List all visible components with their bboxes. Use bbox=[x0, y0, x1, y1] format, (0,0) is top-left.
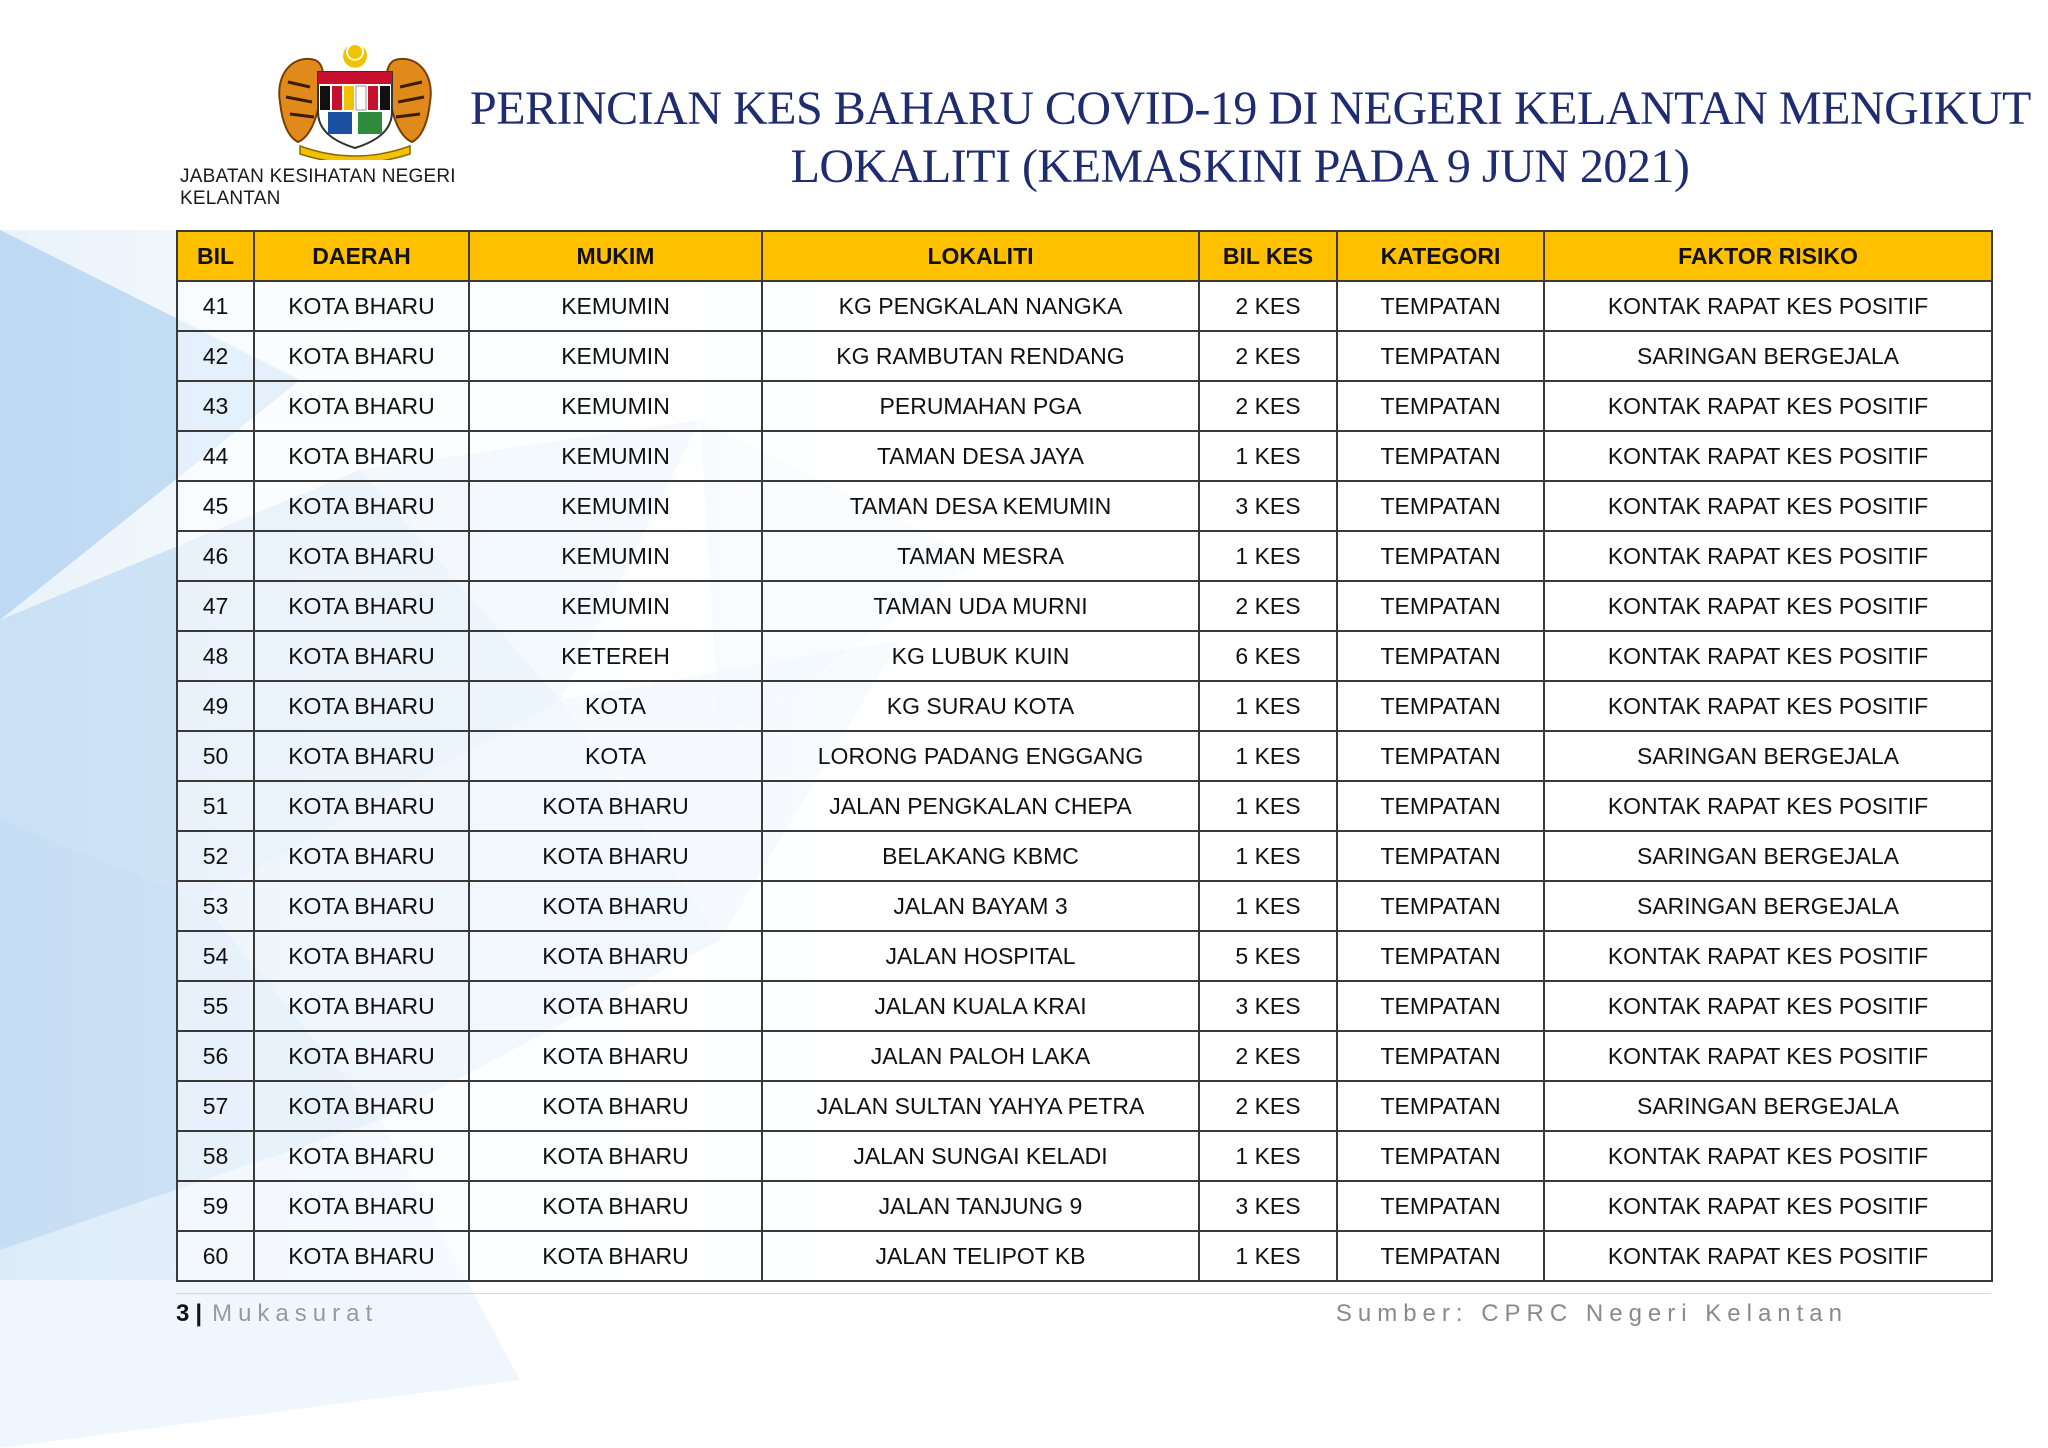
cell-bil-kes: 6 KES bbox=[1199, 631, 1337, 681]
title-line-1: PERINCIAN KES BAHARU COVID-19 DI NEGERI KELANTAN MENGIKUT bbox=[470, 82, 2031, 135]
cell-bil-kes: 1 KES bbox=[1199, 831, 1337, 881]
cell-bil-kes: 2 KES bbox=[1199, 381, 1337, 431]
cell-faktor-risiko: KONTAK RAPAT KES POSITIF bbox=[1544, 1031, 1992, 1081]
malaysia-coat-of-arms-icon bbox=[270, 42, 440, 160]
cell-faktor-risiko: KONTAK RAPAT KES POSITIF bbox=[1544, 581, 1992, 631]
cell-kategori: TEMPATAN bbox=[1337, 431, 1544, 481]
cell-kategori: TEMPATAN bbox=[1337, 1231, 1544, 1281]
cell-faktor-risiko: KONTAK RAPAT KES POSITIF bbox=[1544, 981, 1992, 1031]
cell-lokaliti: BELAKANG KBMC bbox=[762, 831, 1199, 881]
table-header-row bbox=[177, 231, 1992, 281]
column-header-kategori: KATEGORI bbox=[1337, 231, 1544, 281]
table-row bbox=[177, 731, 1992, 781]
footer-divider bbox=[176, 1293, 1991, 1294]
cell-bil: 58 bbox=[177, 1131, 254, 1181]
cell-daerah: KOTA BHARU bbox=[254, 1131, 469, 1181]
cell-bil-kes: 5 KES bbox=[1199, 931, 1337, 981]
cell-mukim: KEMUMIN bbox=[469, 581, 762, 631]
cell-bil: 41 bbox=[177, 281, 254, 331]
cell-mukim: KEMUMIN bbox=[469, 381, 762, 431]
cell-kategori: TEMPATAN bbox=[1337, 1131, 1544, 1181]
cell-kategori: TEMPATAN bbox=[1337, 781, 1544, 831]
cell-mukim: KOTA BHARU bbox=[469, 1081, 762, 1131]
cell-bil-kes: 1 KES bbox=[1199, 1231, 1337, 1281]
page-number: 3 bbox=[176, 1300, 190, 1327]
column-header-lokaliti: LOKALITI bbox=[762, 231, 1199, 281]
cell-daerah: KOTA BHARU bbox=[254, 1181, 469, 1231]
cell-kategori: TEMPATAN bbox=[1337, 631, 1544, 681]
cell-faktor-risiko: KONTAK RAPAT KES POSITIF bbox=[1544, 431, 1992, 481]
cell-lokaliti: TAMAN MESRA bbox=[762, 531, 1199, 581]
cell-kategori: TEMPATAN bbox=[1337, 881, 1544, 931]
cell-kategori: TEMPATAN bbox=[1337, 981, 1544, 1031]
cell-lokaliti: JALAN SUNGAI KELADI bbox=[762, 1131, 1199, 1181]
cell-daerah: KOTA BHARU bbox=[254, 731, 469, 781]
cell-lokaliti: TAMAN DESA KEMUMIN bbox=[762, 481, 1199, 531]
cell-faktor-risiko: SARINGAN BERGEJALA bbox=[1544, 331, 1992, 381]
cell-faktor-risiko: KONTAK RAPAT KES POSITIF bbox=[1544, 1181, 1992, 1231]
cell-faktor-risiko: SARINGAN BERGEJALA bbox=[1544, 881, 1992, 931]
cell-bil: 48 bbox=[177, 631, 254, 681]
cases-table-container bbox=[176, 230, 1991, 1282]
cell-bil: 57 bbox=[177, 1081, 254, 1131]
cell-faktor-risiko: KONTAK RAPAT KES POSITIF bbox=[1544, 281, 1992, 331]
source-credit: Sumber: CPRC Negeri Kelantan bbox=[1335, 1300, 1848, 1327]
cell-daerah: KOTA BHARU bbox=[254, 631, 469, 681]
cell-faktor-risiko: KONTAK RAPAT KES POSITIF bbox=[1544, 481, 1992, 531]
cell-faktor-risiko: KONTAK RAPAT KES POSITIF bbox=[1544, 931, 1992, 981]
cell-kategori: TEMPATAN bbox=[1337, 381, 1544, 431]
cell-bil-kes: 1 KES bbox=[1199, 881, 1337, 931]
column-header-mukim: MUKIM bbox=[469, 231, 762, 281]
table-row bbox=[177, 281, 1992, 331]
cell-faktor-risiko: KONTAK RAPAT KES POSITIF bbox=[1544, 681, 1992, 731]
column-header-bil-kes: BIL KES bbox=[1199, 231, 1337, 281]
cell-mukim: KOTA BHARU bbox=[469, 981, 762, 1031]
cell-bil: 60 bbox=[177, 1231, 254, 1281]
cell-kategori: TEMPATAN bbox=[1337, 331, 1544, 381]
cell-mukim: KETEREH bbox=[469, 631, 762, 681]
cell-mukim: KOTA BHARU bbox=[469, 1131, 762, 1181]
cell-mukim: KEMUMIN bbox=[469, 431, 762, 481]
table-row bbox=[177, 481, 1992, 531]
cell-mukim: KOTA bbox=[469, 681, 762, 731]
table-row bbox=[177, 1181, 1992, 1231]
cell-bil: 53 bbox=[177, 881, 254, 931]
table-row bbox=[177, 431, 1992, 481]
cell-daerah: KOTA BHARU bbox=[254, 681, 469, 731]
cell-lokaliti: JALAN PALOH LAKA bbox=[762, 1031, 1199, 1081]
cell-lokaliti: JALAN SULTAN YAHYA PETRA bbox=[762, 1081, 1199, 1131]
cell-bil-kes: 2 KES bbox=[1199, 1081, 1337, 1131]
page-label: Mukasurat bbox=[212, 1300, 379, 1327]
cell-bil-kes: 1 KES bbox=[1199, 1131, 1337, 1181]
table-row bbox=[177, 1131, 1992, 1181]
cell-bil: 52 bbox=[177, 831, 254, 881]
cell-bil: 50 bbox=[177, 731, 254, 781]
table-row bbox=[177, 831, 1992, 881]
cell-bil-kes: 2 KES bbox=[1199, 581, 1337, 631]
cell-lokaliti: TAMAN DESA JAYA bbox=[762, 431, 1199, 481]
cell-bil-kes: 2 KES bbox=[1199, 331, 1337, 381]
cell-lokaliti: KG LUBUK KUIN bbox=[762, 631, 1199, 681]
title-line-2: LOKALITI (KEMASKINI PADA 9 JUN 2021) bbox=[790, 140, 1690, 193]
cell-bil: 55 bbox=[177, 981, 254, 1031]
column-header-daerah: DAERAH bbox=[254, 231, 469, 281]
table-row bbox=[177, 331, 1992, 381]
cell-kategori: TEMPATAN bbox=[1337, 481, 1544, 531]
table-row bbox=[177, 931, 1992, 981]
cell-mukim: KEMUMIN bbox=[469, 281, 762, 331]
cell-mukim: KOTA BHARU bbox=[469, 1031, 762, 1081]
cell-kategori: TEMPATAN bbox=[1337, 281, 1544, 331]
cell-bil: 54 bbox=[177, 931, 254, 981]
cell-kategori: TEMPATAN bbox=[1337, 831, 1544, 881]
cell-lokaliti: TAMAN UDA MURNI bbox=[762, 581, 1199, 631]
cell-kategori: TEMPATAN bbox=[1337, 531, 1544, 581]
cell-lokaliti: PERUMAHAN PGA bbox=[762, 381, 1199, 431]
cell-daerah: KOTA BHARU bbox=[254, 1231, 469, 1281]
cell-lokaliti: JALAN HOSPITAL bbox=[762, 931, 1199, 981]
cell-bil: 56 bbox=[177, 1031, 254, 1081]
table-row bbox=[177, 1031, 1992, 1081]
cell-mukim: KEMUMIN bbox=[469, 531, 762, 581]
cell-faktor-risiko: KONTAK RAPAT KES POSITIF bbox=[1544, 781, 1992, 831]
table-row bbox=[177, 781, 1992, 831]
cell-mukim: KOTA BHARU bbox=[469, 831, 762, 881]
cell-daerah: KOTA BHARU bbox=[254, 281, 469, 331]
page-header bbox=[0, 0, 2048, 225]
cell-bil: 46 bbox=[177, 531, 254, 581]
cell-bil: 42 bbox=[177, 331, 254, 381]
column-header-faktor-risiko: FAKTOR RISIKO bbox=[1544, 231, 1992, 281]
cell-daerah: KOTA BHARU bbox=[254, 881, 469, 931]
cell-mukim: KOTA BHARU bbox=[469, 881, 762, 931]
cell-daerah: KOTA BHARU bbox=[254, 831, 469, 881]
cell-mukim: KOTA BHARU bbox=[469, 781, 762, 831]
cell-faktor-risiko: KONTAK RAPAT KES POSITIF bbox=[1544, 631, 1992, 681]
cell-faktor-risiko: KONTAK RAPAT KES POSITIF bbox=[1544, 1131, 1992, 1181]
cell-faktor-risiko: SARINGAN BERGEJALA bbox=[1544, 831, 1992, 881]
cell-daerah: KOTA BHARU bbox=[254, 581, 469, 631]
cell-bil: 59 bbox=[177, 1181, 254, 1231]
cell-bil-kes: 1 KES bbox=[1199, 531, 1337, 581]
cell-kategori: TEMPATAN bbox=[1337, 1081, 1544, 1131]
table-row bbox=[177, 981, 1992, 1031]
cell-bil-kes: 2 KES bbox=[1199, 1031, 1337, 1081]
cell-bil-kes: 3 KES bbox=[1199, 981, 1337, 1031]
cell-lokaliti: JALAN TELIPOT KB bbox=[762, 1231, 1199, 1281]
cell-lokaliti: KG SURAU KOTA bbox=[762, 681, 1199, 731]
cell-kategori: TEMPATAN bbox=[1337, 931, 1544, 981]
cell-kategori: TEMPATAN bbox=[1337, 1031, 1544, 1081]
table-row bbox=[177, 1231, 1992, 1281]
cell-bil: 45 bbox=[177, 481, 254, 531]
cell-bil: 51 bbox=[177, 781, 254, 831]
table-row bbox=[177, 381, 1992, 431]
table-row bbox=[177, 581, 1992, 631]
table-row bbox=[177, 681, 1992, 731]
cell-bil: 47 bbox=[177, 581, 254, 631]
cell-bil: 43 bbox=[177, 381, 254, 431]
cell-kategori: TEMPATAN bbox=[1337, 681, 1544, 731]
cell-mukim: KEMUMIN bbox=[469, 481, 762, 531]
cell-mukim: KOTA BHARU bbox=[469, 931, 762, 981]
footer-separator: | bbox=[195, 1300, 203, 1327]
table-row bbox=[177, 881, 1992, 931]
cell-mukim: KOTA BHARU bbox=[469, 1231, 762, 1281]
cell-bil-kes: 3 KES bbox=[1199, 1181, 1337, 1231]
cell-bil-kes: 1 KES bbox=[1199, 431, 1337, 481]
cell-bil-kes: 1 KES bbox=[1199, 731, 1337, 781]
cell-daerah: KOTA BHARU bbox=[254, 481, 469, 531]
cell-daerah: KOTA BHARU bbox=[254, 431, 469, 481]
cell-lokaliti: JALAN KUALA KRAI bbox=[762, 981, 1199, 1031]
cell-faktor-risiko: SARINGAN BERGEJALA bbox=[1544, 731, 1992, 781]
table-row bbox=[177, 1081, 1992, 1131]
column-header-bil: BIL bbox=[177, 231, 254, 281]
cell-daerah: KOTA BHARU bbox=[254, 1031, 469, 1081]
cell-lokaliti: KG PENGKALAN NANGKA bbox=[762, 281, 1199, 331]
cell-lokaliti: JALAN TANJUNG 9 bbox=[762, 1181, 1199, 1231]
cell-lokaliti: JALAN PENGKALAN CHEPA bbox=[762, 781, 1199, 831]
table-row bbox=[177, 631, 1992, 681]
cell-bil-kes: 1 KES bbox=[1199, 781, 1337, 831]
cell-daerah: KOTA BHARU bbox=[254, 331, 469, 381]
cell-bil-kes: 2 KES bbox=[1199, 281, 1337, 331]
cell-bil: 49 bbox=[177, 681, 254, 731]
table-row bbox=[177, 531, 1992, 581]
cell-daerah: KOTA BHARU bbox=[254, 531, 469, 581]
cell-mukim: KOTA BHARU bbox=[469, 1181, 762, 1231]
cell-lokaliti: LORONG PADANG ENGGANG bbox=[762, 731, 1199, 781]
page-title bbox=[470, 80, 2031, 196]
cell-mukim: KEMUMIN bbox=[469, 331, 762, 381]
cell-lokaliti: KG RAMBUTAN RENDANG bbox=[762, 331, 1199, 381]
cell-daerah: KOTA BHARU bbox=[254, 1081, 469, 1131]
cases-table bbox=[176, 230, 1993, 1282]
cell-faktor-risiko: KONTAK RAPAT KES POSITIF bbox=[1544, 1231, 1992, 1281]
cell-bil-kes: 1 KES bbox=[1199, 681, 1337, 731]
cell-faktor-risiko: KONTAK RAPAT KES POSITIF bbox=[1544, 531, 1992, 581]
department-name: JABATAN KESIHATAN NEGERI KELANTAN bbox=[180, 166, 456, 209]
cell-bil: 44 bbox=[177, 431, 254, 481]
cell-lokaliti: JALAN BAYAM 3 bbox=[762, 881, 1199, 931]
cell-daerah: KOTA BHARU bbox=[254, 381, 469, 431]
cell-bil-kes: 3 KES bbox=[1199, 481, 1337, 531]
cell-faktor-risiko: KONTAK RAPAT KES POSITIF bbox=[1544, 381, 1992, 431]
cell-daerah: KOTA BHARU bbox=[254, 981, 469, 1031]
cell-faktor-risiko: SARINGAN BERGEJALA bbox=[1544, 1081, 1992, 1131]
cell-kategori: TEMPATAN bbox=[1337, 731, 1544, 781]
cell-mukim: KOTA bbox=[469, 731, 762, 781]
page-footer-left bbox=[176, 1300, 378, 1328]
cell-daerah: KOTA BHARU bbox=[254, 781, 469, 831]
cell-kategori: TEMPATAN bbox=[1337, 581, 1544, 631]
cell-daerah: KOTA BHARU bbox=[254, 931, 469, 981]
cell-kategori: TEMPATAN bbox=[1337, 1181, 1544, 1231]
